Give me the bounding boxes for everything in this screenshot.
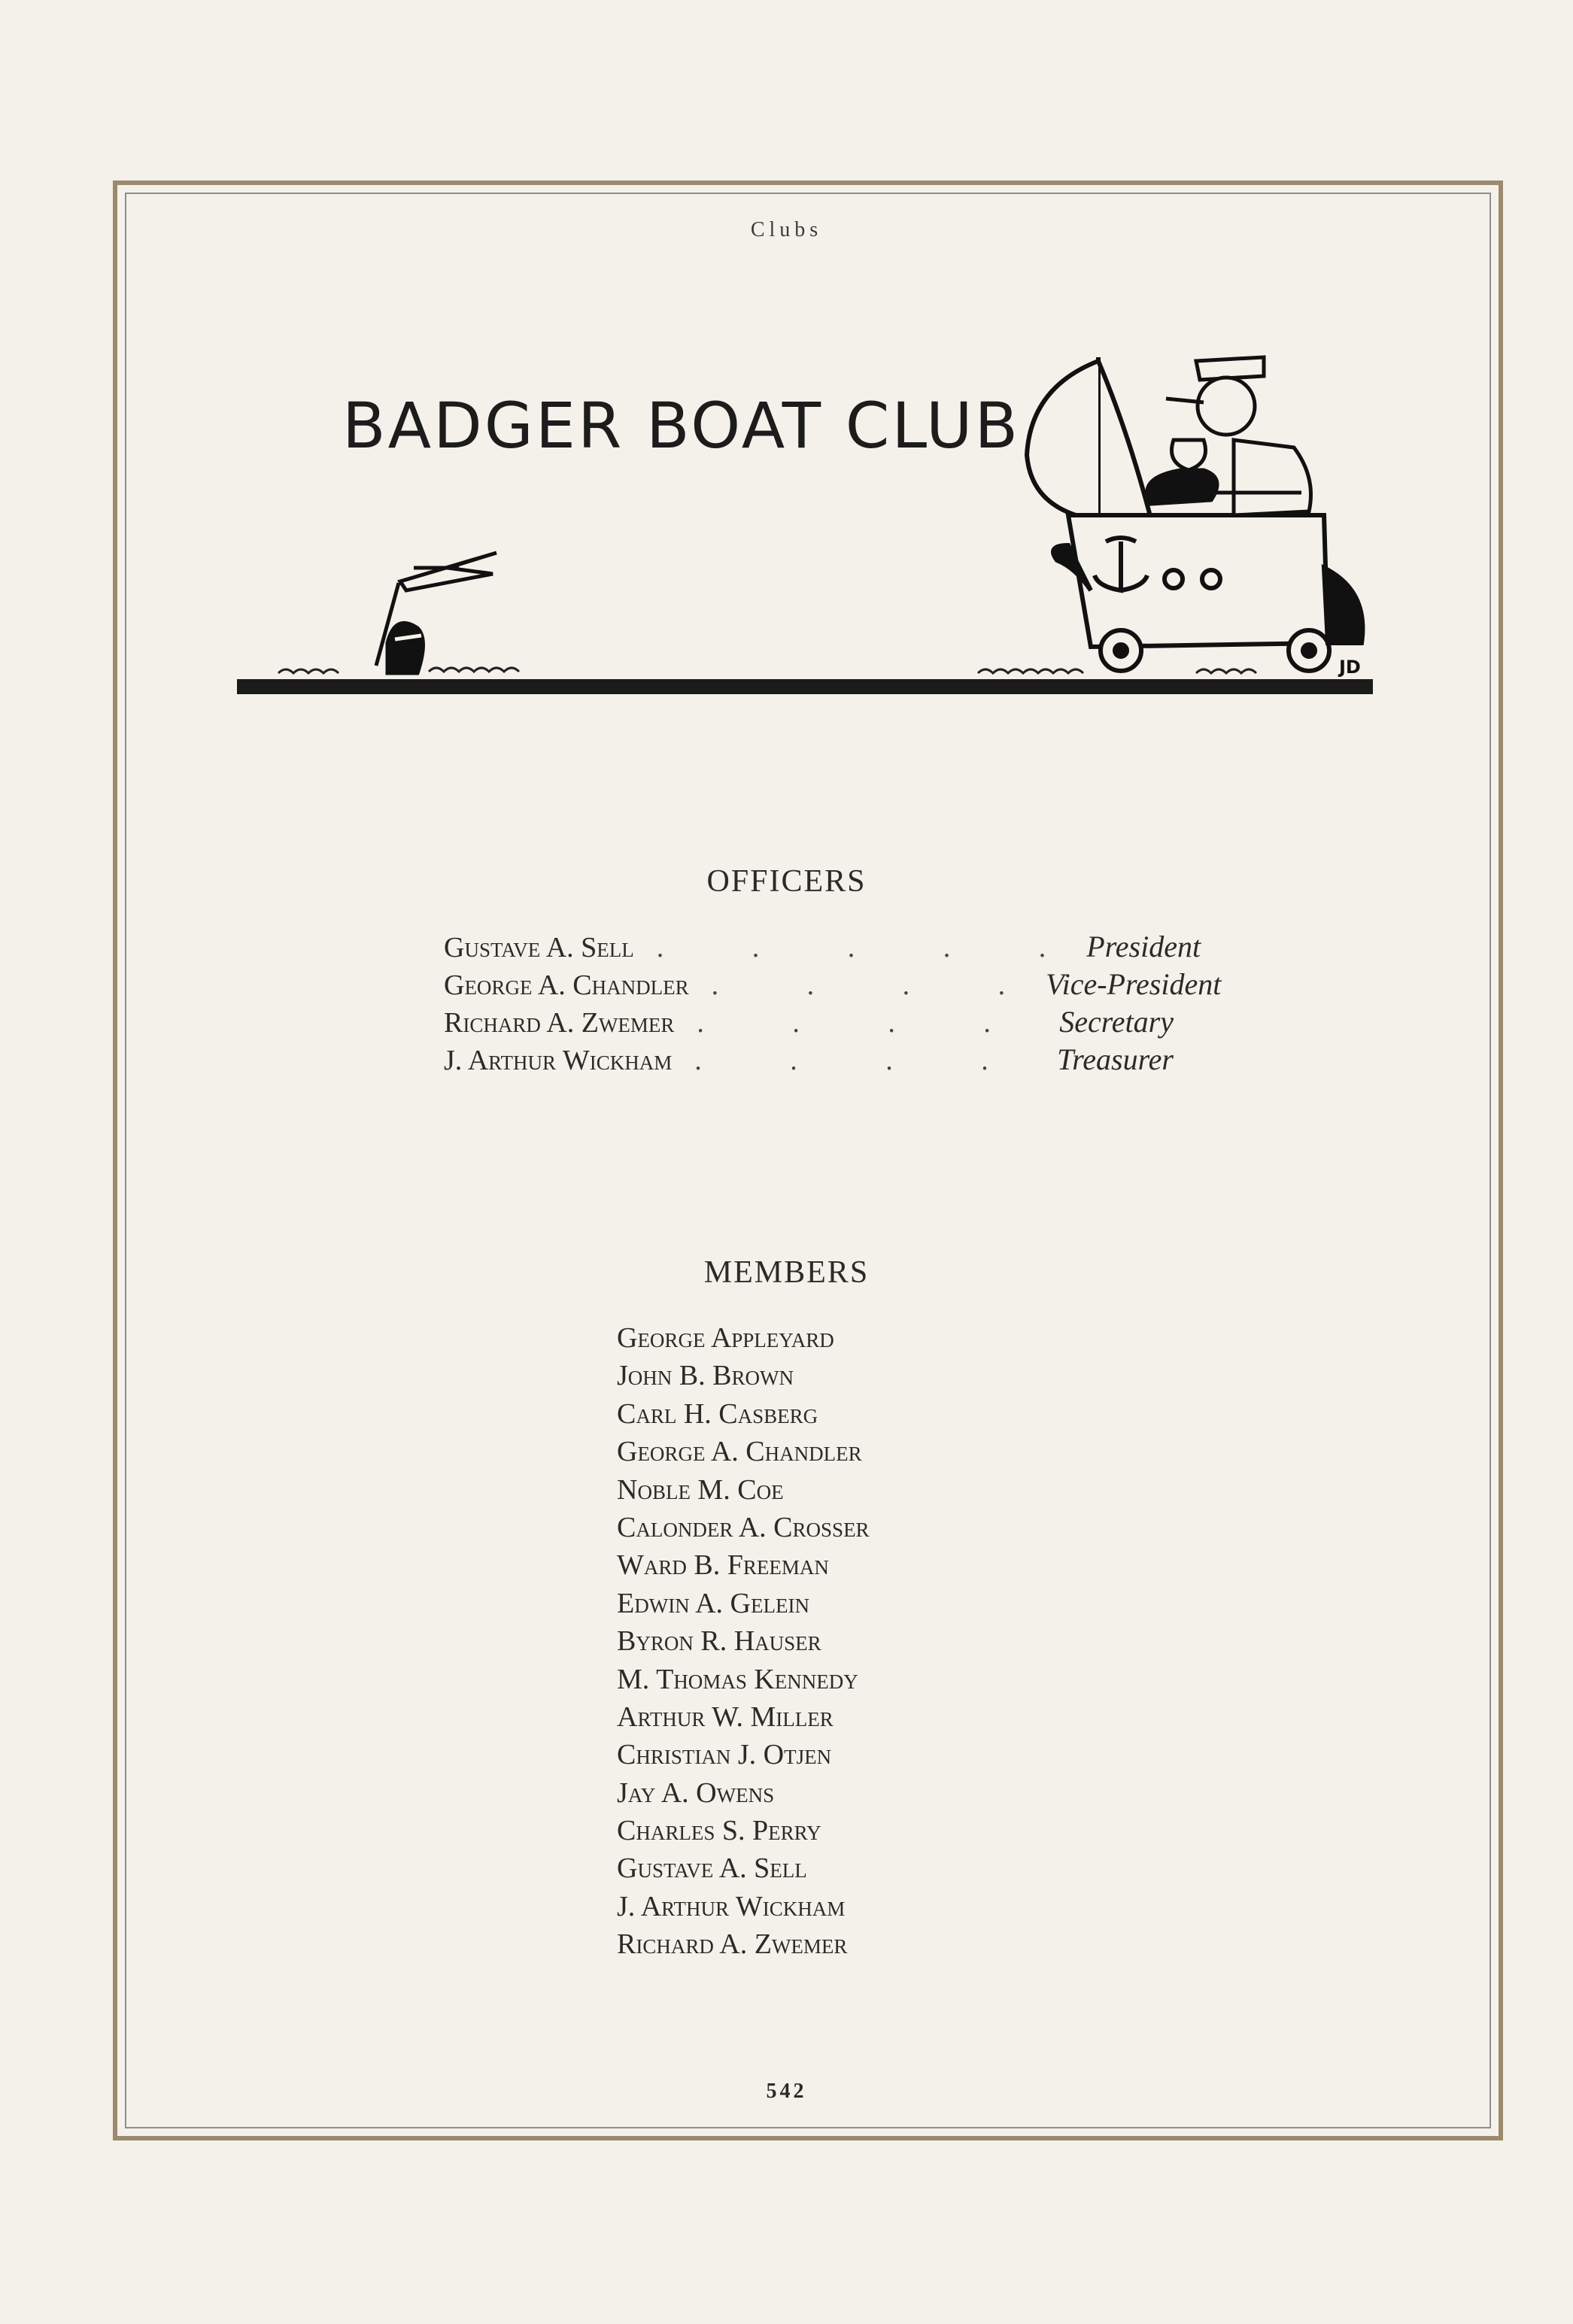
members-heading: MEMBERS — [703, 1255, 870, 1290]
member-name: John B. Brown — [617, 1360, 794, 1392]
member-name: Byron R. Hauser — [617, 1625, 821, 1658]
members-list — [617, 1321, 870, 1966]
officer-row — [444, 929, 1201, 966]
officer-title: President — [1086, 930, 1201, 963]
page-number: 542 — [766, 2080, 807, 2103]
officer-name: J. Arthur Wickham — [444, 1045, 673, 1076]
dot-leader: . . . . — [694, 1045, 1029, 1076]
member-name: Calonder A. Crosser — [617, 1511, 870, 1543]
dot-leader: . . . . . — [656, 932, 1087, 963]
member-name: Richard A. Zwemer — [617, 1928, 848, 1961]
sailor-icon — [1147, 357, 1311, 515]
dot-leader: . . . . — [711, 969, 1046, 1001]
officer-name: Gustave A. Sell — [444, 932, 634, 963]
member-name: Charles S. Perry — [617, 1815, 821, 1847]
officers-heading: OFFICERS — [706, 864, 867, 899]
member-name: George A. Chandler — [617, 1436, 862, 1468]
officer-name: George A. Chandler — [444, 969, 689, 1001]
officer-title: Vice-President — [1046, 967, 1222, 1001]
officer-row — [444, 1004, 1174, 1042]
dot-leader: . . . . — [697, 1007, 1031, 1039]
member-name: Arthur W. Miller — [617, 1701, 834, 1733]
running-head: Clubs — [750, 218, 823, 241]
member-name: M. Thomas Kennedy — [617, 1663, 858, 1695]
officer-name: Richard A. Zwemer — [444, 1007, 675, 1039]
boat-cart-icon — [1027, 357, 1362, 671]
artist-signature: JD — [1339, 657, 1361, 678]
member-name: Edwin A. Gelein — [617, 1587, 809, 1619]
officer-row — [444, 966, 1222, 1004]
officers-list — [444, 929, 1222, 1079]
member-name: Noble M. Coe — [617, 1473, 784, 1506]
club-title: BADGER BOAT CLUB — [342, 389, 1021, 463]
officer-row — [444, 1042, 1174, 1079]
member-name: Gustave A. Sell — [617, 1852, 807, 1885]
water-line — [237, 679, 1373, 694]
member-name: Jay A. Owens — [617, 1776, 775, 1809]
member-name: Ward B. Freeman — [617, 1549, 829, 1582]
boat-club-illustration — [233, 342, 1377, 703]
officer-title: Secretary — [1059, 1005, 1174, 1039]
member-name: J. Arthur Wickham — [617, 1890, 846, 1922]
member-name: George Appleyard — [617, 1322, 834, 1354]
member-name: Carl H. Casberg — [617, 1397, 818, 1430]
officer-title: Treasurer — [1057, 1042, 1174, 1076]
buoy-icon — [376, 553, 496, 673]
member-name: Christian J. Otjen — [617, 1739, 832, 1771]
